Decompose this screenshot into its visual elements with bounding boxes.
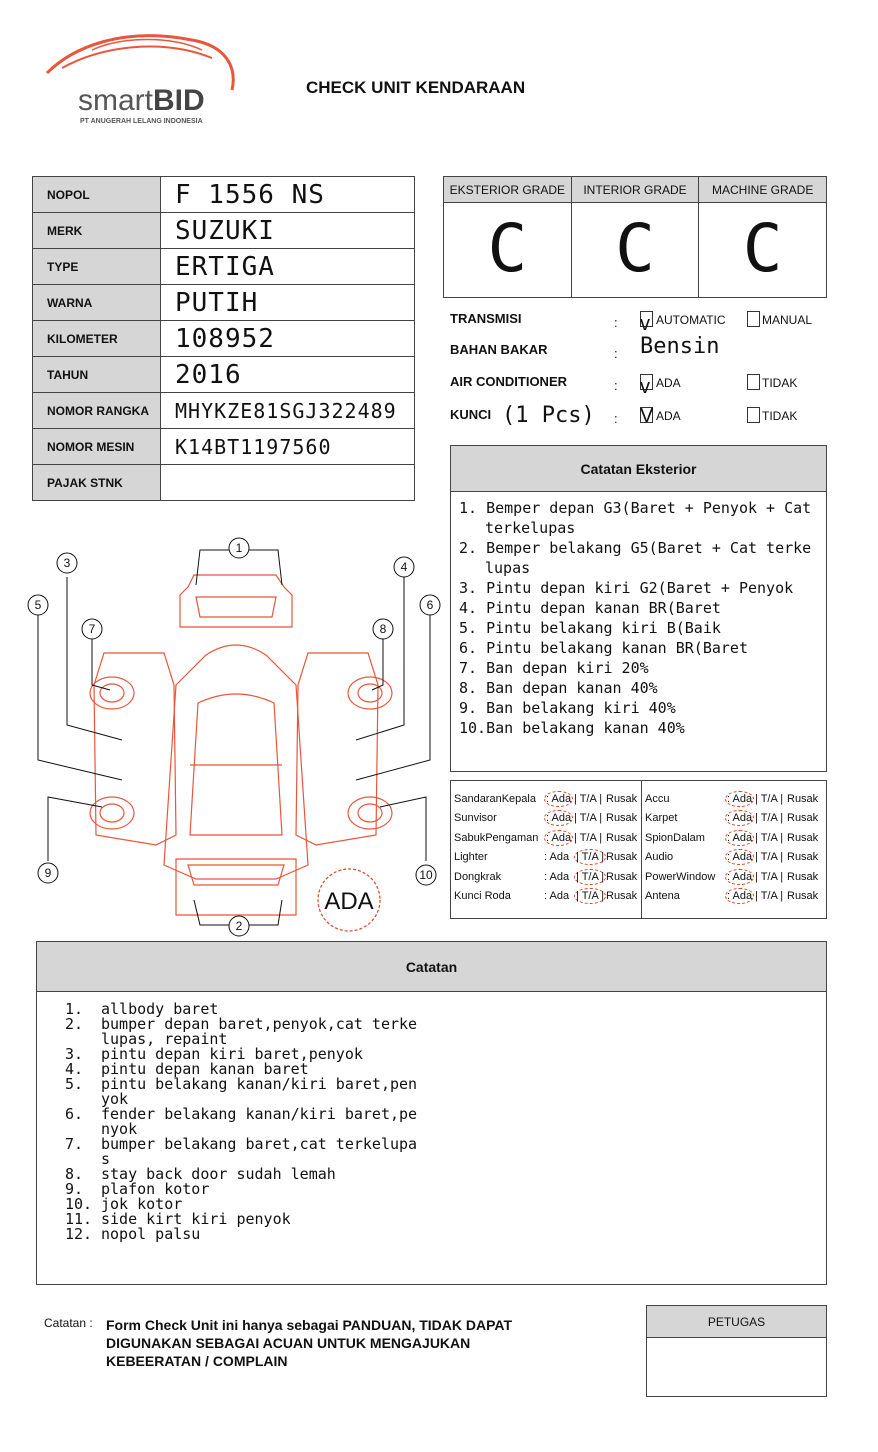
logo-subtitle: PT ANUGERAH LELANG INDONESIA xyxy=(80,118,203,125)
footer-disclaimer: Form Check Unit ini hanya sebagai PANDUAN, TIDAK DAPAT DIGUNAKAN SEBAGAI ACUAN UNTUK MENGAJUKAN KEBEERATAN / COMPLAIN xyxy=(106,1317,513,1369)
spec-bahan-bakar xyxy=(450,334,830,366)
identity-key: PAJAK STNK xyxy=(33,465,161,501)
option-ta[interactable]: | T/A | xyxy=(576,870,605,883)
marker-number: 2 xyxy=(235,919,243,933)
option-ada[interactable]: : Ada xyxy=(727,851,753,864)
option-ada[interactable]: : Ada xyxy=(544,890,570,902)
option-ta[interactable]: | T/A | xyxy=(755,870,784,883)
equipment-name: Lighter xyxy=(454,851,488,864)
marker-number: 5 xyxy=(34,598,42,612)
option-ta[interactable]: | T/A | xyxy=(574,793,603,805)
exterior-notes-panel xyxy=(450,445,827,772)
option-rusak[interactable]: Rusak xyxy=(787,793,819,805)
note-number: 7. xyxy=(65,1135,84,1153)
option-ta[interactable]: | T/A | xyxy=(755,831,784,844)
option-rusak[interactable]: Rusak xyxy=(606,890,638,902)
option-ada[interactable]: : Ada xyxy=(727,831,753,844)
spec-label: AIR CONDITIONER xyxy=(450,374,567,389)
spec-kunci xyxy=(450,403,830,431)
option-ada[interactable]: : Ada xyxy=(727,890,753,902)
option-rusak[interactable]: Rusak xyxy=(606,831,638,844)
option-rusak[interactable]: Rusak xyxy=(787,870,819,883)
option-ada[interactable]: : Ada xyxy=(546,812,572,825)
note-number: 2. xyxy=(65,1015,84,1033)
option-manual: MANUAL xyxy=(762,313,813,327)
identity-key: NOPOL xyxy=(33,177,161,213)
identity-key: KILOMETER xyxy=(33,321,161,357)
option-ta[interactable]: | T/A | xyxy=(576,890,605,902)
manual-checkbox[interactable] xyxy=(747,311,760,327)
option-ada[interactable]: : Ada xyxy=(727,812,753,825)
option-tidak: TIDAK xyxy=(762,376,798,390)
equipment-name: SabukPengaman xyxy=(454,831,539,844)
notes-panel xyxy=(36,941,827,1285)
equipment-row xyxy=(645,890,825,909)
identity-row xyxy=(33,465,415,501)
identity-value: K14BT1197560 xyxy=(161,429,415,465)
equipment-name: Audio xyxy=(645,851,674,864)
vehicle-identity-table xyxy=(32,176,415,501)
exterior-note-item: 2. Bemper belakang G5(Baret + Cat terke lupas xyxy=(459,539,812,577)
identity-value: SUZUKI xyxy=(161,213,415,249)
check-mark-icon: V xyxy=(640,405,654,427)
note-text: jok kotor xyxy=(101,1195,183,1213)
note-text: pintu depan kanan baret xyxy=(101,1060,309,1078)
stamp-text: ADA xyxy=(324,888,374,915)
grade-exterior xyxy=(444,177,572,297)
note-text: stay back door sudah lemah xyxy=(101,1165,336,1183)
option-ada[interactable]: : Ada xyxy=(546,831,572,844)
note-number: 10. xyxy=(65,1195,93,1213)
identity-value: MHYKZE81SGJ322489 xyxy=(161,393,415,429)
equipment-row xyxy=(645,871,825,890)
colon: : xyxy=(614,346,618,361)
note-item xyxy=(65,1017,826,1047)
exterior-note-item: 7. Ban depan kiri 20% xyxy=(459,659,649,677)
identity-key: NOMOR MESIN xyxy=(33,429,161,465)
note-item xyxy=(65,1227,826,1242)
note-text: bumper depan baret,penyok,cat terke lupas, repaint xyxy=(101,1015,418,1048)
option-ta[interactable]: | T/A | xyxy=(755,890,784,902)
note-item xyxy=(65,1077,826,1107)
note-number: 9. xyxy=(65,1180,84,1198)
grade-label: MACHINE GRADE xyxy=(699,177,826,203)
identity-row xyxy=(33,213,415,249)
option-rusak[interactable]: Rusak xyxy=(606,812,638,825)
identity-key: TAHUN xyxy=(33,357,161,393)
option-ta[interactable]: | T/A | xyxy=(574,831,603,844)
exterior-note-item: 8. Ban depan kanan 40% xyxy=(459,679,658,697)
note-number: 11. xyxy=(65,1210,93,1228)
exterior-note-item: 1. Bemper depan G3(Baret + Penyok + Cat terkelupas xyxy=(459,499,812,537)
equipment-name: Kunci Roda xyxy=(454,890,511,902)
option-ta[interactable]: | T/A | xyxy=(755,793,784,805)
note-item xyxy=(65,1107,826,1137)
identity-key: MERK xyxy=(33,213,161,249)
grades-panel xyxy=(443,176,827,298)
kunci-tidak-checkbox[interactable] xyxy=(747,407,760,423)
note-text: side kirt kiri penyok xyxy=(101,1210,291,1228)
identity-row xyxy=(33,357,415,393)
check-mark-icon: v xyxy=(640,376,650,398)
identity-value: 2016 xyxy=(161,357,415,393)
logo-text-smart: smart xyxy=(78,84,153,117)
note-number: 6. xyxy=(65,1105,84,1123)
spec-ac xyxy=(450,374,830,398)
colon: : xyxy=(614,315,618,330)
identity-row xyxy=(33,321,415,357)
equipment-name: Accu xyxy=(645,793,670,805)
marker-number: 3 xyxy=(63,556,71,570)
marker-number: 1 xyxy=(235,541,243,555)
equipment-row xyxy=(454,890,640,909)
grade-value: C xyxy=(487,210,528,287)
equipment-name: SpionDalam xyxy=(645,831,705,844)
footer-label: Catatan : xyxy=(44,1316,93,1330)
identity-row xyxy=(33,285,415,321)
note-text: bumper belakang baret,cat terkelupa s xyxy=(101,1135,418,1168)
grade-interior xyxy=(572,177,700,297)
option-rusak[interactable]: Rusak xyxy=(787,812,819,825)
exterior-note-item: 9. Ban belakang kiri 40% xyxy=(459,699,676,717)
identity-key: TYPE xyxy=(33,249,161,285)
option-ta[interactable]: | T/A | xyxy=(574,812,603,825)
marker-number: 9 xyxy=(44,866,52,880)
exterior-note-item: 6. Pintu belakang kanan BR(Baret xyxy=(459,639,748,657)
marker-number: 6 xyxy=(426,598,434,612)
option-rusak[interactable]: Rusak xyxy=(787,890,819,902)
identity-value: F 1556 NS xyxy=(161,177,415,213)
option-ta[interactable]: | T/A | xyxy=(755,851,784,864)
identity-key: WARNA xyxy=(33,285,161,321)
note-number: 12. xyxy=(65,1225,93,1243)
colon: : xyxy=(614,411,618,426)
logo-text-bid: BID xyxy=(153,84,205,117)
page-title: CHECK UNIT KENDARAAN xyxy=(306,78,526,97)
equipment-row xyxy=(454,851,640,870)
equipment-name: Karpet xyxy=(645,812,678,825)
identity-row xyxy=(33,393,415,429)
note-number: 3. xyxy=(65,1045,84,1063)
option-automatic: AUTOMATIC xyxy=(656,313,726,327)
equipment-row xyxy=(454,812,640,831)
colon: : xyxy=(614,378,618,393)
equipment-name: PowerWindow xyxy=(645,870,716,883)
grade-label: EKSTERIOR GRADE xyxy=(444,177,571,203)
identity-row xyxy=(33,429,415,465)
note-number: 8. xyxy=(65,1165,84,1183)
equipment-name: SandaranKepala xyxy=(454,793,536,805)
identity-row xyxy=(33,249,415,285)
option-ada: ADA xyxy=(656,376,681,390)
petugas-box xyxy=(646,1305,827,1397)
spec-label: BAHAN BAKAR xyxy=(450,342,548,357)
note-text: fender belakang kanan/kiri baret,pe nyok xyxy=(101,1105,418,1138)
spec-label: TRANSMISI xyxy=(450,311,522,326)
ac-tidak-checkbox[interactable] xyxy=(747,374,760,390)
equipment-row xyxy=(454,793,640,812)
fuel-value: Bensin xyxy=(640,334,720,359)
option-tidak: TIDAK xyxy=(762,409,798,423)
option-ada[interactable]: : Ada xyxy=(727,870,753,883)
identity-key: NOMOR RANGKA xyxy=(33,393,161,429)
check-mark-icon: v xyxy=(640,313,650,335)
option-ta[interactable]: | T/A | xyxy=(576,851,605,864)
notes-title: Catatan xyxy=(37,942,826,992)
note-text: pintu belakang kanan/kiri baret,pen yok xyxy=(101,1075,418,1108)
option-ada[interactable]: : Ada xyxy=(544,870,570,883)
note-text: pintu depan kiri baret,penyok xyxy=(101,1045,363,1063)
marker-number: 10 xyxy=(419,868,433,882)
note-number: 5. xyxy=(65,1075,84,1093)
petugas-label: PETUGAS xyxy=(647,1306,826,1338)
equipment-row xyxy=(454,871,640,890)
grade-value: C xyxy=(615,210,655,287)
equipment-row xyxy=(454,832,640,851)
grade-value: C xyxy=(742,210,783,287)
notes-list xyxy=(37,992,826,1242)
option-rusak[interactable]: Rusak xyxy=(606,851,638,864)
equipment-row xyxy=(645,812,825,831)
grade-machine xyxy=(699,177,826,297)
identity-row xyxy=(33,177,415,213)
note-text: allbody baret xyxy=(101,1000,219,1018)
exterior-note-item: 10.Ban belakang kanan 40% xyxy=(459,719,685,737)
option-ta[interactable]: | T/A | xyxy=(755,812,784,825)
key-count: (1 Pcs) xyxy=(502,403,595,428)
logo xyxy=(42,28,242,128)
option-rusak[interactable]: Rusak xyxy=(606,870,638,883)
option-ada[interactable]: : Ada xyxy=(546,793,572,805)
identity-value: PUTIH xyxy=(161,285,415,321)
option-rusak[interactable]: Rusak xyxy=(787,851,819,864)
equipment-name: Dongkrak xyxy=(454,870,502,883)
grade-label: INTERIOR GRADE xyxy=(572,177,699,203)
option-ada[interactable]: : Ada xyxy=(727,793,753,805)
exterior-notes-title: Catatan Eksterior xyxy=(451,446,826,492)
equipment-panel xyxy=(450,780,827,919)
marker-number: 4 xyxy=(400,560,408,574)
equipment-row xyxy=(645,793,825,812)
option-rusak[interactable]: Rusak xyxy=(606,793,638,805)
equipment-row xyxy=(645,832,825,851)
identity-value: ERTIGA xyxy=(161,249,415,285)
equipment-name: Antena xyxy=(645,890,680,902)
note-item xyxy=(65,1137,826,1167)
spec-transmisi xyxy=(450,311,830,335)
note-number: 1. xyxy=(65,1000,84,1018)
option-ada[interactable]: : Ada xyxy=(544,851,570,864)
marker-number: 7 xyxy=(88,622,96,636)
option-ada: ADA xyxy=(656,409,681,423)
note-text: nopol palsu xyxy=(101,1225,201,1243)
equipment-name: Sunvisor xyxy=(454,812,497,825)
car-damage-diagram xyxy=(26,535,446,940)
exterior-notes-list xyxy=(451,492,826,744)
exterior-note-item: 3. Pintu depan kiri G2(Baret + Penyok xyxy=(459,579,794,597)
note-number: 4. xyxy=(65,1060,84,1078)
marker-number: 8 xyxy=(379,622,387,636)
spec-label: KUNCI xyxy=(450,407,492,422)
option-rusak[interactable]: Rusak xyxy=(787,831,819,844)
identity-value: 108952 xyxy=(161,321,415,357)
note-text: plafon kotor xyxy=(101,1180,210,1198)
equipment-row xyxy=(645,851,825,870)
identity-value xyxy=(161,465,415,501)
exterior-note-item: 4. Pintu depan kanan BR(Baret xyxy=(459,599,721,617)
exterior-note-item: 5. Pintu belakang kiri B(Baik xyxy=(459,619,721,637)
